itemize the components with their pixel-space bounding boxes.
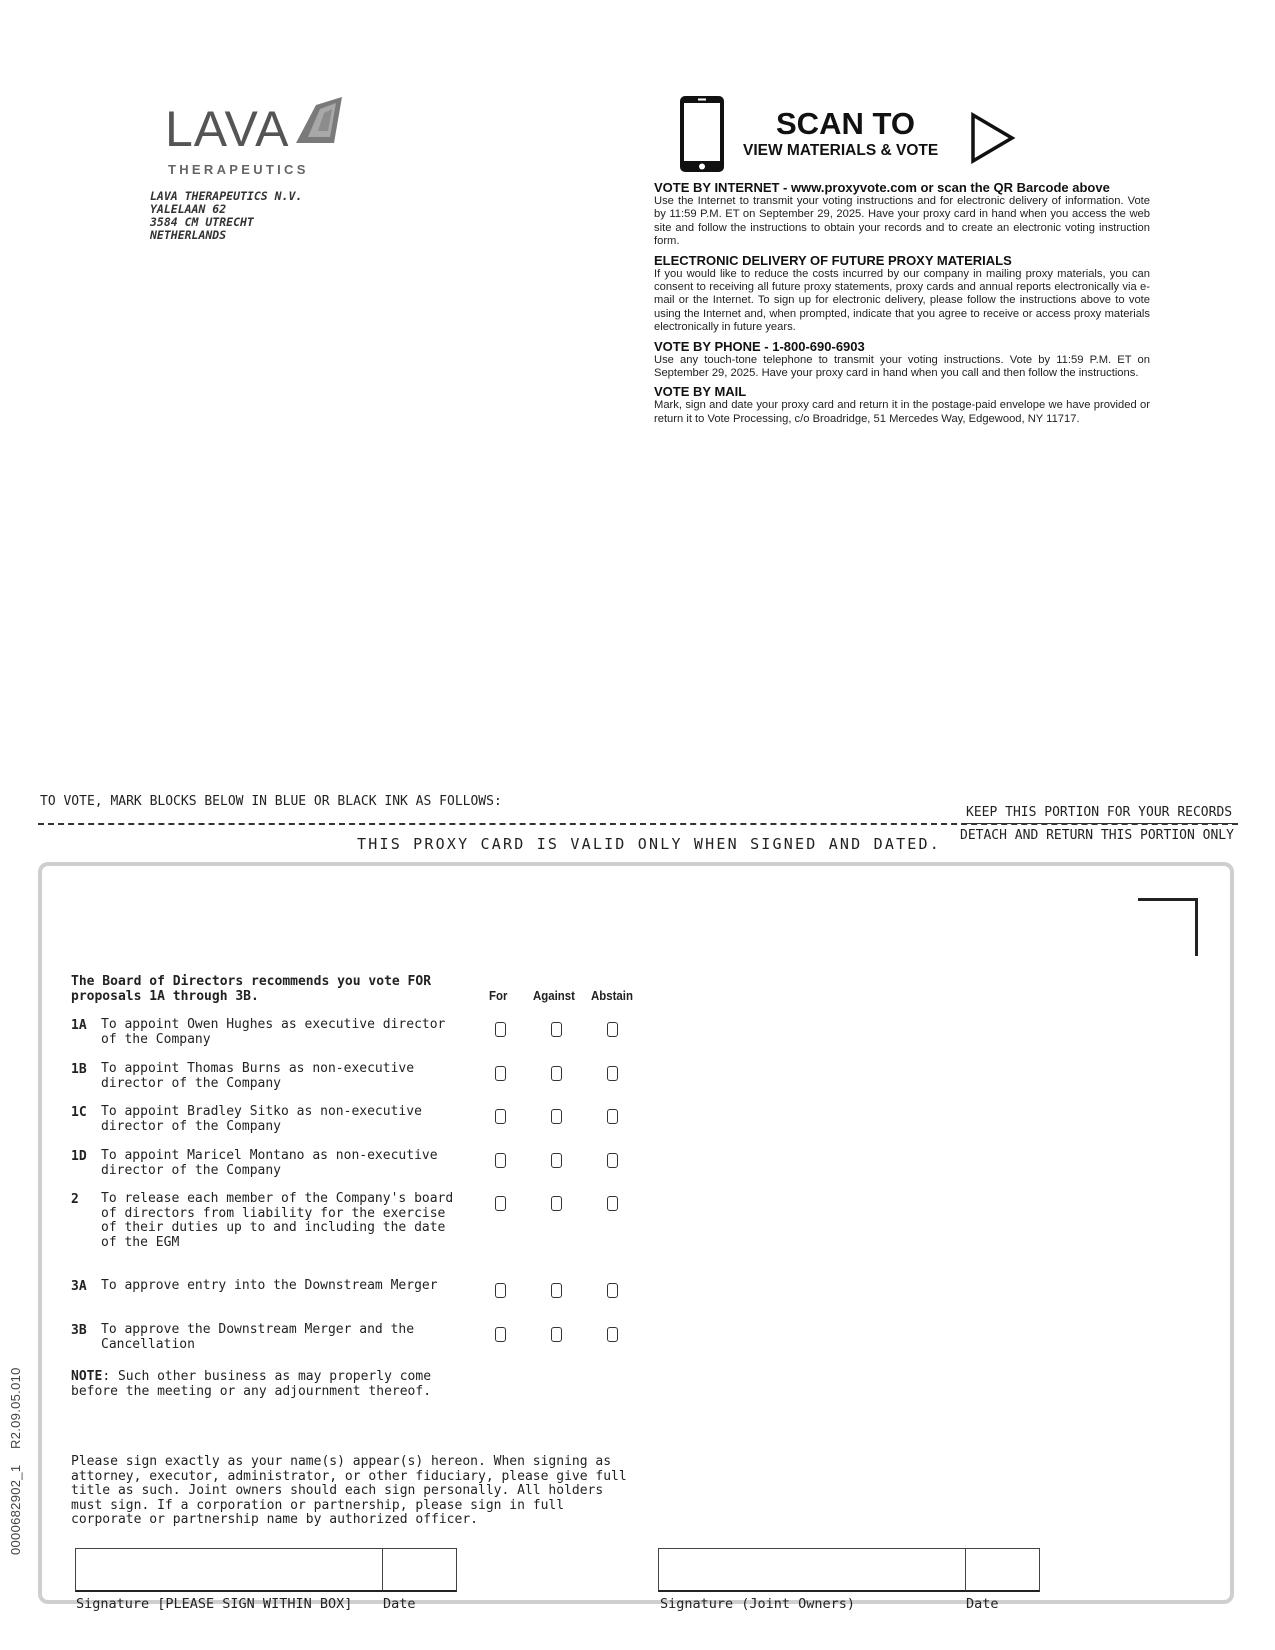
smartphone-icon	[678, 94, 726, 174]
vote-against-checkbox[interactable]	[551, 1283, 562, 1298]
vote-abstain-checkbox[interactable]	[607, 1022, 618, 1037]
document-control-code: 0000682902_1 R2.09.05.010	[8, 1367, 23, 1555]
vote-for-checkbox[interactable]	[495, 1327, 506, 1342]
note-text	[71, 1370, 451, 1399]
vote-against-checkbox[interactable]	[551, 1109, 562, 1124]
address-line: NETHERLANDS	[150, 228, 227, 242]
voting-instructions	[654, 180, 1150, 430]
mark-instruction: TO VOTE, MARK BLOCKS BELOW IN BLUE OR BLACK INK AS FOLLOWS:	[40, 794, 502, 809]
vote-for-checkbox[interactable]	[495, 1109, 506, 1124]
company-logo-subtitle: THERAPEUTICS	[168, 162, 309, 177]
scan-subtitle: VIEW MATERIALS & VOTE	[743, 142, 939, 159]
proposal-text: To appoint Maricel Montano as non-executive director of the Company	[101, 1148, 438, 1178]
signature-label: Signature [PLEASE SIGN WITHIN BOX]	[76, 1596, 353, 1612]
keep-portion-rule	[962, 823, 1238, 824]
vote-for-checkbox[interactable]	[495, 1022, 506, 1037]
proposal-number: 1C	[71, 1105, 87, 1120]
signature-box[interactable]	[75, 1548, 383, 1592]
signing-instructions: Please sign exactly as your name(s) appear(s) hereon. When signing as attorney, executor, administrator, or other fiduciary, please give full title as such. Joint owners should each sign personally. All holders must sign. If a corporation or partnership, please sign in full corporate or partnership name by authorized officer.	[71, 1454, 627, 1527]
proposal-number: 1A	[71, 1018, 87, 1033]
vote-mail-text: Mark, sign and date your proxy card and return it in the postage-paid envelope we have provided or return it to Vote Processing, c/o Broadridge, 51 Mercedes Way, Edgewood, NY 11717.	[654, 399, 1150, 425]
date-label: Date	[383, 1596, 416, 1612]
proposal-number: 3B	[71, 1323, 87, 1338]
detach-portion-label: DETACH AND RETURN THIS PORTION ONLY	[960, 828, 1234, 843]
proposal-number: 3A	[71, 1279, 87, 1294]
address-line: LAVA THERAPEUTICS N.V.	[150, 189, 303, 203]
vote-for-checkbox[interactable]	[495, 1196, 506, 1211]
proposal-text: To approve the Downstream Merger and the Cancellation	[101, 1322, 415, 1352]
vote-abstain-checkbox[interactable]	[607, 1283, 618, 1298]
electronic-delivery-heading: ELECTRONIC DELIVERY OF FUTURE PROXY MATERIALS	[654, 252, 1012, 268]
joint-signature-label: Signature (Joint Owners)	[660, 1596, 856, 1612]
vote-internet-heading: VOTE BY INTERNET - www.proxyvote.com or scan the QR Barcode above	[654, 180, 1110, 195]
proposal-text: To appoint Thomas Burns as non-executive director of the Company	[101, 1061, 415, 1091]
valid-notice: THIS PROXY CARD IS VALID ONLY WHEN SIGNED AND DATED.	[357, 835, 941, 853]
vote-abstain-checkbox[interactable]	[607, 1153, 618, 1168]
note-body: : Such other business as may properly come before the meeting or any adjournment thereof.	[71, 1369, 432, 1399]
vote-for-checkbox[interactable]	[495, 1153, 506, 1168]
vote-against-checkbox[interactable]	[551, 1022, 562, 1037]
scan-title: SCAN TO	[776, 106, 915, 141]
keep-portion-label: KEEP THIS PORTION FOR YOUR RECORDS	[966, 805, 1233, 820]
proposal-number: 1D	[71, 1149, 87, 1164]
proposal-text: To release each member of the Company's board of directors from liability for the exercise of their duties up to and including the date of the EGM	[101, 1191, 454, 1250]
joint-date-box[interactable]	[965, 1548, 1040, 1592]
column-header-for: For	[489, 988, 508, 1003]
date-box[interactable]	[382, 1548, 457, 1592]
vote-against-checkbox[interactable]	[551, 1196, 562, 1211]
vote-against-checkbox[interactable]	[551, 1327, 562, 1342]
joint-date-label: Date	[966, 1596, 999, 1612]
address-line: 3584 CM UTRECHT	[150, 215, 254, 229]
vote-against-checkbox[interactable]	[551, 1066, 562, 1081]
proposal-text: To approve entry into the Downstream Merger	[101, 1278, 438, 1293]
address-line: YALELAAN 62	[150, 202, 227, 216]
electronic-delivery-text: If you would like to reduce the costs incurred by our company in mailing proxy materials, you can consent to receiving all future proxy statements, proxy cards and annual reports electronically via e-mail or the Internet. To sign up for electronic delivery, please follow the instructions above to vote using the Internet and, when prompted, indicate that you agree to receive or access proxy materials electronically in future years.	[654, 267, 1150, 334]
play-arrow-icon	[970, 112, 1016, 164]
vote-phone-heading: VOTE BY PHONE - 1-800-690-6903	[654, 338, 865, 354]
board-recommendation: The Board of Directors recommends you vote FOR proposals 1A through 3B.	[71, 974, 432, 1004]
vote-phone-text: Use any touch-tone telephone to transmit your voting instructions. Vote by 11:59 P.M. ET on September 29, 2025. Have your proxy card in hand when you call and then follow the instructions.	[654, 353, 1150, 380]
vote-abstain-checkbox[interactable]	[607, 1327, 618, 1342]
company-logo-wordmark: LAVA	[165, 101, 290, 157]
column-header-abstain: Abstain	[591, 988, 633, 1003]
proposal-text: To appoint Owen Hughes as executive director of the Company	[101, 1017, 446, 1047]
vote-abstain-checkbox[interactable]	[607, 1066, 618, 1081]
vote-abstain-checkbox[interactable]	[607, 1196, 618, 1211]
joint-signature-box[interactable]	[658, 1548, 966, 1592]
proposal-text: To appoint Bradley Sitko as non-executive director of the Company	[101, 1104, 422, 1134]
vote-abstain-checkbox[interactable]	[607, 1109, 618, 1124]
vote-mail-heading: VOTE BY MAIL	[654, 384, 747, 400]
corner-registration-mark	[1138, 898, 1198, 956]
vote-against-checkbox[interactable]	[551, 1153, 562, 1168]
vote-for-checkbox[interactable]	[495, 1283, 506, 1298]
column-header-against: Against	[533, 988, 575, 1003]
proposal-number: 2	[71, 1192, 79, 1207]
note-label: NOTE	[71, 1369, 103, 1384]
vote-for-checkbox[interactable]	[495, 1066, 506, 1081]
proposal-number: 1B	[71, 1062, 87, 1077]
lava-logo-mark-icon	[296, 97, 342, 145]
vote-internet-text: Use the Internet to transmit your voting instructions and for electronic delivery of information. Vote by 11:59 P.M. ET on September 29, 2025. Have your proxy card in hand when you access the web site and follow the instructions to obtain your records and to create an electronic voting instruction form.	[654, 195, 1150, 248]
company-address	[150, 190, 302, 242]
